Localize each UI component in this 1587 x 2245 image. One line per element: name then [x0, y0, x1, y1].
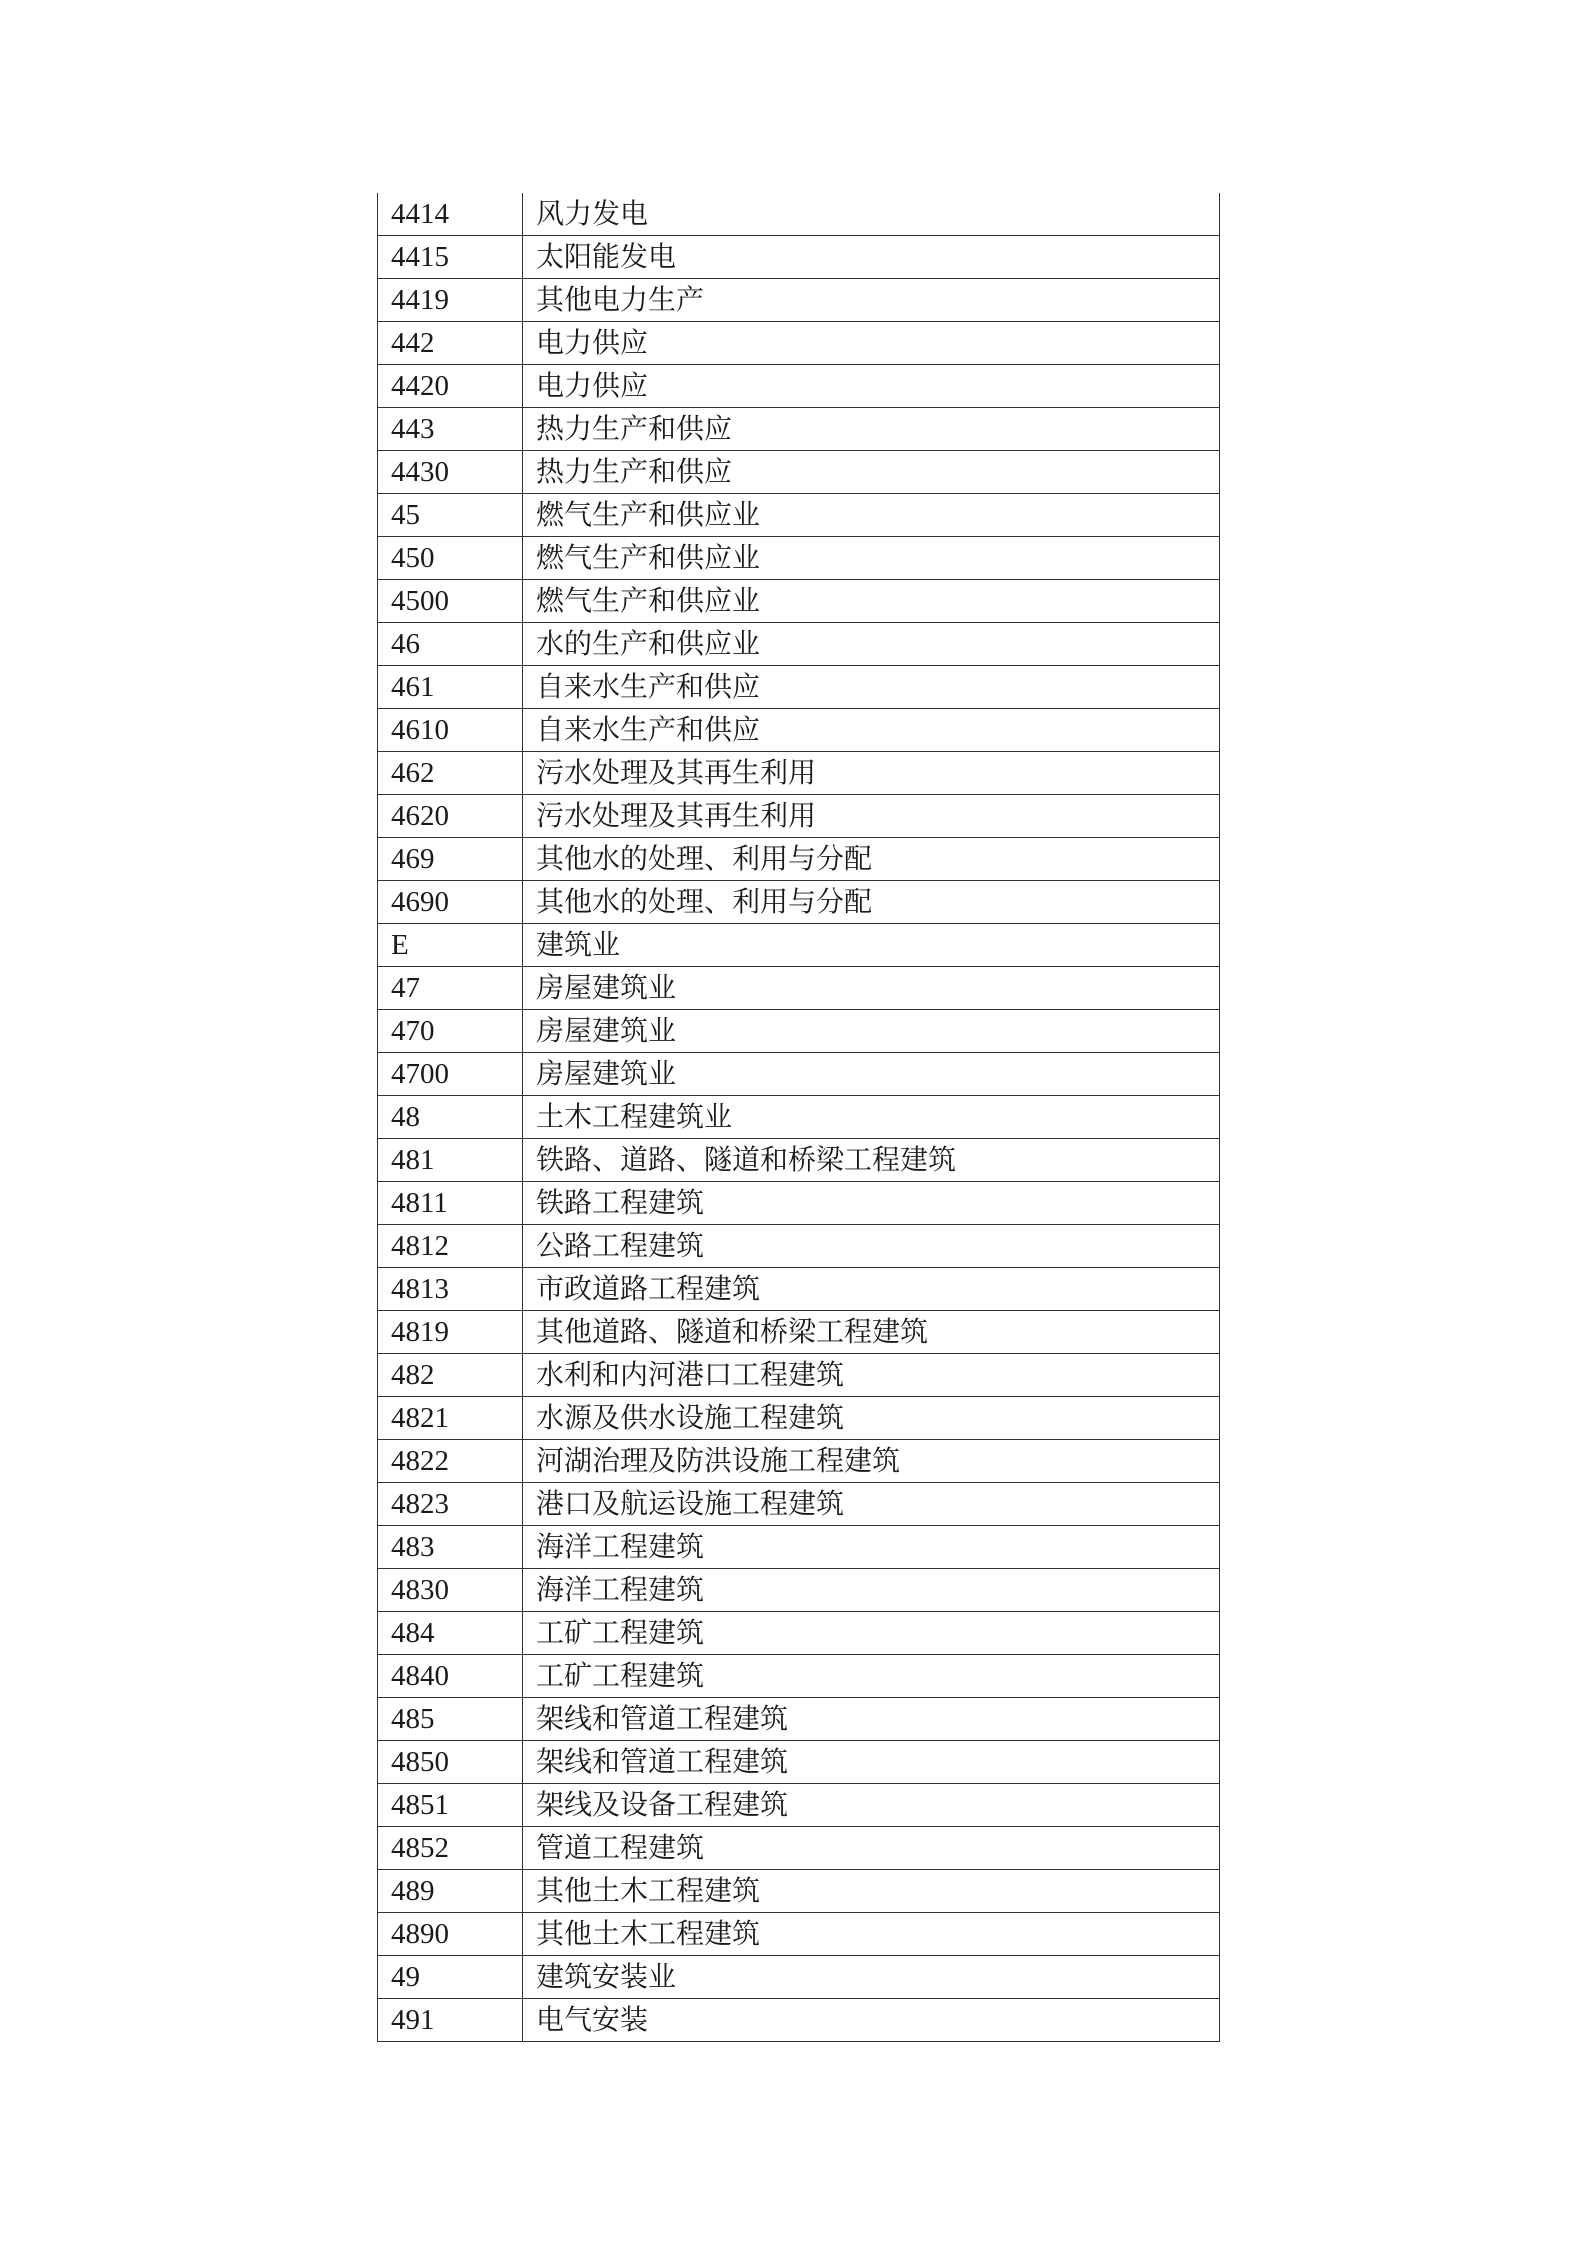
- industry-code-cell: 4419: [378, 279, 523, 322]
- table-row: [378, 322, 1220, 365]
- industry-name-cell: 铁路、道路、隧道和桥梁工程建筑: [523, 1139, 1220, 1182]
- industry-name-cell: 河湖治理及防洪设施工程建筑: [523, 1440, 1220, 1483]
- table-row: [378, 580, 1220, 623]
- industry-name-cell: 其他土木工程建筑: [523, 1913, 1220, 1956]
- industry-code-cell: 469: [378, 838, 523, 881]
- table-row: [378, 1913, 1220, 1956]
- industry-code-cell: 4414: [378, 193, 523, 236]
- table-row: [378, 1784, 1220, 1827]
- table-row: [378, 1612, 1220, 1655]
- industry-code-cell: 4840: [378, 1655, 523, 1698]
- table-row: [378, 1096, 1220, 1139]
- table-row: [378, 881, 1220, 924]
- industry-code-cell: 4851: [378, 1784, 523, 1827]
- industry-name-cell: 铁路工程建筑: [523, 1182, 1220, 1225]
- industry-name-cell: 电力供应: [523, 322, 1220, 365]
- industry-code-cell: 47: [378, 967, 523, 1010]
- industry-code-cell: 485: [378, 1698, 523, 1741]
- table-row: [378, 193, 1220, 236]
- industry-name-cell: 其他电力生产: [523, 279, 1220, 322]
- industry-name-cell: 污水处理及其再生利用: [523, 752, 1220, 795]
- table-row: [378, 1182, 1220, 1225]
- industry-name-cell: 架线和管道工程建筑: [523, 1698, 1220, 1741]
- industry-code-cell: 442: [378, 322, 523, 365]
- industry-name-cell: 其他水的处理、利用与分配: [523, 838, 1220, 881]
- table-row: [378, 1483, 1220, 1526]
- table-row: [378, 1526, 1220, 1569]
- industry-code-cell: 484: [378, 1612, 523, 1655]
- industry-code-cell: 4822: [378, 1440, 523, 1483]
- industry-name-cell: 架线及设备工程建筑: [523, 1784, 1220, 1827]
- industry-code-cell: 4830: [378, 1569, 523, 1612]
- table-row: [378, 365, 1220, 408]
- industry-name-cell: 土木工程建筑业: [523, 1096, 1220, 1139]
- industry-code-cell: 4813: [378, 1268, 523, 1311]
- industry-code-cell: 470: [378, 1010, 523, 1053]
- industry-code-cell: 489: [378, 1870, 523, 1913]
- industry-code-cell: 4890: [378, 1913, 523, 1956]
- industry-code-cell: 4819: [378, 1311, 523, 1354]
- industry-code-cell: 461: [378, 666, 523, 709]
- industry-code-cell: 48: [378, 1096, 523, 1139]
- industry-name-cell: 热力生产和供应: [523, 451, 1220, 494]
- industry-code-cell: 46: [378, 623, 523, 666]
- industry-name-cell: 自来水生产和供应: [523, 666, 1220, 709]
- industry-name-cell: 管道工程建筑: [523, 1827, 1220, 1870]
- industry-name-cell: 工矿工程建筑: [523, 1612, 1220, 1655]
- table-body: [378, 193, 1220, 2042]
- industry-name-cell: 房屋建筑业: [523, 1053, 1220, 1096]
- industry-code-cell: 4821: [378, 1397, 523, 1440]
- industry-name-cell: 公路工程建筑: [523, 1225, 1220, 1268]
- table-row: [378, 924, 1220, 967]
- industry-name-cell: 房屋建筑业: [523, 1010, 1220, 1053]
- table-row: [378, 236, 1220, 279]
- industry-name-cell: 自来水生产和供应: [523, 709, 1220, 752]
- table-row: [378, 1053, 1220, 1096]
- industry-name-cell: 燃气生产和供应业: [523, 580, 1220, 623]
- table-row: [378, 1827, 1220, 1870]
- table-row: [378, 666, 1220, 709]
- table-row: [378, 1870, 1220, 1913]
- industry-code-cell: 491: [378, 1999, 523, 2042]
- table-row: [378, 1440, 1220, 1483]
- industry-name-cell: 电力供应: [523, 365, 1220, 408]
- industry-code-cell: 443: [378, 408, 523, 451]
- industry-code-cell: 49: [378, 1956, 523, 1999]
- industry-name-cell: 架线和管道工程建筑: [523, 1741, 1220, 1784]
- industry-code-cell: 4700: [378, 1053, 523, 1096]
- industry-name-cell: 房屋建筑业: [523, 967, 1220, 1010]
- industry-name-cell: 电气安装: [523, 1999, 1220, 2042]
- industry-name-cell: 风力发电: [523, 193, 1220, 236]
- industry-code-cell: 4823: [378, 1483, 523, 1526]
- industry-code-cell: 45: [378, 494, 523, 537]
- industry-name-cell: 污水处理及其再生利用: [523, 795, 1220, 838]
- industry-code-cell: 4812: [378, 1225, 523, 1268]
- industry-name-cell: 其他土木工程建筑: [523, 1870, 1220, 1913]
- industry-code-cell: 4690: [378, 881, 523, 924]
- table-row: [378, 494, 1220, 537]
- table-row: [378, 1268, 1220, 1311]
- industry-name-cell: 市政道路工程建筑: [523, 1268, 1220, 1311]
- table-row: [378, 408, 1220, 451]
- industry-name-cell: 其他道路、隧道和桥梁工程建筑: [523, 1311, 1220, 1354]
- industry-code-cell: 4850: [378, 1741, 523, 1784]
- industry-name-cell: 燃气生产和供应业: [523, 537, 1220, 580]
- industry-name-cell: 水利和内河港口工程建筑: [523, 1354, 1220, 1397]
- industry-code-cell: 4620: [378, 795, 523, 838]
- industry-code-cell: 482: [378, 1354, 523, 1397]
- table-row: [378, 1010, 1220, 1053]
- industry-name-cell: 建筑安装业: [523, 1956, 1220, 1999]
- table-row: [378, 451, 1220, 494]
- industry-code-cell: 4610: [378, 709, 523, 752]
- table-row: [378, 1999, 1220, 2042]
- table-row: [378, 967, 1220, 1010]
- industry-code-cell: 4415: [378, 236, 523, 279]
- industry-code-cell: 4430: [378, 451, 523, 494]
- table-row: [378, 1698, 1220, 1741]
- table-row: [378, 795, 1220, 838]
- industry-code-cell: 450: [378, 537, 523, 580]
- table-row: [378, 752, 1220, 795]
- industry-name-cell: 水的生产和供应业: [523, 623, 1220, 666]
- industry-name-cell: 其他水的处理、利用与分配: [523, 881, 1220, 924]
- industry-name-cell: 热力生产和供应: [523, 408, 1220, 451]
- table-row: [378, 1956, 1220, 1999]
- industry-code-table: [377, 193, 1220, 2042]
- table-row: [378, 279, 1220, 322]
- industry-code-cell: E: [378, 924, 523, 967]
- industry-code-cell: 483: [378, 1526, 523, 1569]
- industry-name-cell: 建筑业: [523, 924, 1220, 967]
- table-row: [378, 1311, 1220, 1354]
- industry-code-cell: 4500: [378, 580, 523, 623]
- table-row: [378, 623, 1220, 666]
- table-row: [378, 1741, 1220, 1784]
- industry-code-cell: 462: [378, 752, 523, 795]
- industry-name-cell: 燃气生产和供应业: [523, 494, 1220, 537]
- table-row: [378, 1397, 1220, 1440]
- table-row: [378, 537, 1220, 580]
- industry-name-cell: 水源及供水设施工程建筑: [523, 1397, 1220, 1440]
- table-row: [378, 1354, 1220, 1397]
- industry-name-cell: 海洋工程建筑: [523, 1526, 1220, 1569]
- table-row: [378, 1225, 1220, 1268]
- industry-code-cell: 4811: [378, 1182, 523, 1225]
- industry-name-cell: 工矿工程建筑: [523, 1655, 1220, 1698]
- industry-code-cell: 4420: [378, 365, 523, 408]
- industry-name-cell: 海洋工程建筑: [523, 1569, 1220, 1612]
- table-row: [378, 1569, 1220, 1612]
- table-row: [378, 709, 1220, 752]
- industry-code-cell: 481: [378, 1139, 523, 1182]
- industry-name-cell: 港口及航运设施工程建筑: [523, 1483, 1220, 1526]
- industry-name-cell: 太阳能发电: [523, 236, 1220, 279]
- table-row: [378, 838, 1220, 881]
- industry-code-cell: 4852: [378, 1827, 523, 1870]
- table-row: [378, 1655, 1220, 1698]
- table-row: [378, 1139, 1220, 1182]
